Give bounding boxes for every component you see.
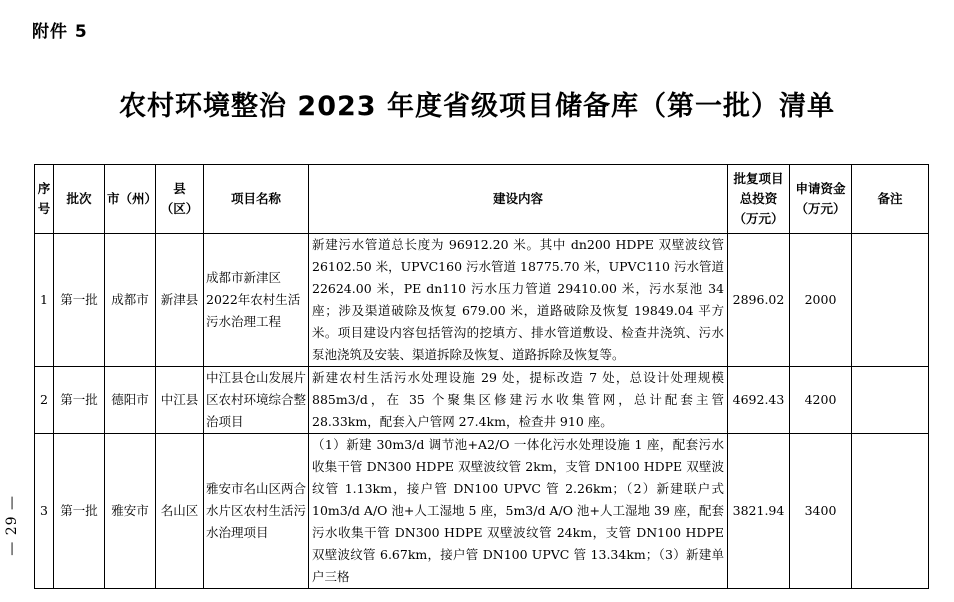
cell-county: 名山区: [156, 434, 204, 589]
cell-project-name: 中江县仓山发展片区农村环境综合整治项目: [204, 367, 309, 434]
document-title: 农村环境整治 2023 年度省级项目储备库（第一批）清单: [119, 91, 835, 122]
cell-total-investment: 3821.94: [728, 434, 790, 589]
cell-batch: 第一批: [54, 367, 105, 434]
col-header-applied-funds: 申请资金（万元）: [790, 165, 852, 234]
cell-batch: 第一批: [54, 434, 105, 589]
cell-city: 雅安市: [105, 434, 156, 589]
cell-note: [852, 234, 929, 367]
cell-total-investment: 2896.02: [728, 234, 790, 367]
col-header-content: 建设内容: [309, 165, 728, 234]
cell-content: 新建污水管道总长度为 96912.20 米。其中 dn200 HDPE 双壁波纹管 26102.50 米，UPVC160 污水管道 18775.70 米，UPVC110 污水管道 22624.00 米，PE dn110 污水压力管道 29410.00 米，污水泵池 34 座；涉及渠道破除及恢复 679.00 米，道路破除及恢复 19849.04 平方米。项目建设内容包括管沟的挖填方、排水管道敷设、检查井浇筑、污水泵池浇筑及安装、渠道拆除及恢复、道路拆除及恢复等。: [309, 234, 728, 367]
table-row: [35, 367, 929, 434]
cell-content: 新建农村生活污水处理设施 29 处，提标改造 7 处，总设计处理规模 885m3/d，在 35 个聚集区修建污水收集管网，总计配套主管 28.33km，配套入户管网 27.4km，检查井 910 座。: [309, 367, 728, 434]
cell-total-investment: 4692.43: [728, 367, 790, 434]
col-header-city: 市（州）: [105, 165, 156, 234]
cell-applied-funds: 3400: [790, 434, 852, 589]
project-table: [34, 164, 929, 589]
col-header-total-investment: 批复项目总投资（万元）: [728, 165, 790, 234]
col-header-note: 备注: [852, 165, 929, 234]
col-header-no: 序号: [35, 165, 54, 234]
col-header-batch: 批次: [54, 165, 105, 234]
cell-county: 中江县: [156, 367, 204, 434]
cell-applied-funds: 2000: [790, 234, 852, 367]
cell-no: 2: [35, 367, 54, 434]
table-row: [35, 434, 929, 589]
table-row: [35, 234, 929, 367]
col-header-project-name: 项目名称: [204, 165, 309, 234]
cell-no: 1: [35, 234, 54, 367]
cell-note: [852, 367, 929, 434]
col-header-county: 县（区）: [156, 165, 204, 234]
cell-project-name: 成都市新津区2022年农村生活污水治理工程: [204, 234, 309, 367]
cell-no: 3: [35, 434, 54, 589]
cell-batch: 第一批: [54, 234, 105, 367]
page-number: — 29 —: [4, 495, 20, 556]
cell-project-name: 雅安市名山区两合水片区农村生活污水治理项目: [204, 434, 309, 589]
cell-content: （1）新建 30m3/d 调节池+A2/O 一体化污水处理设施 1 座，配套污水收集干管 DN300 HDPE 双壁波纹管 2km，支管 DN100 HDPE 双壁波纹管 1.13km，接户管 DN100 UPVC 管 2.26km；（2）新建联户式 10m3/d A/O 池+人工湿地 5 座，5m3/d A/O 池+人工湿地 39 座，配套污水收集干管 DN300 HDPE 双壁波纹管 24km，支管 DN100 HDPE 双壁波纹管 6.67km，接户管 DN100 UPVC 管 13.34km；（3）新建单户三格: [309, 434, 728, 589]
cell-applied-funds: 4200: [790, 367, 852, 434]
cell-county: 新津县: [156, 234, 204, 367]
cell-city: 成都市: [105, 234, 156, 367]
attachment-label: 附件 5: [32, 22, 88, 42]
table-header-row: [35, 165, 929, 234]
cell-city: 德阳市: [105, 367, 156, 434]
cell-note: [852, 434, 929, 589]
